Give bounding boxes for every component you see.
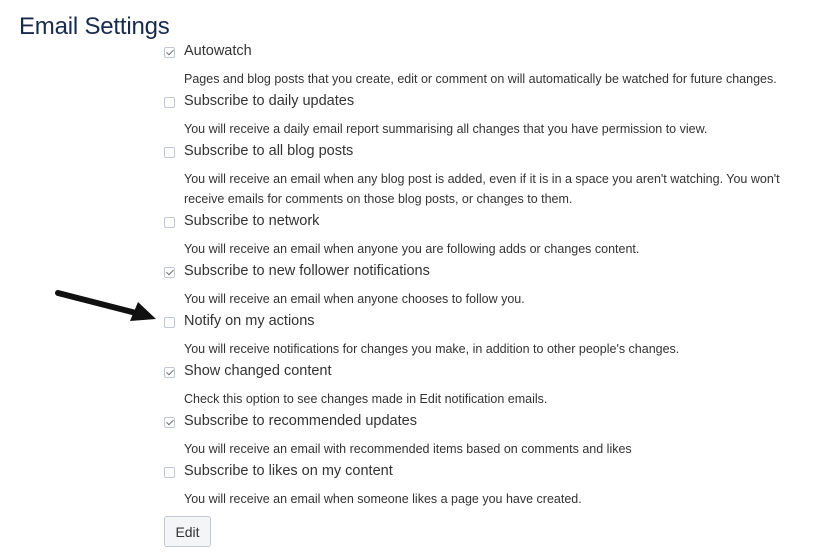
setting-label[interactable]: Autowatch [184,43,252,59]
page-title: Email Settings [19,13,170,40]
setting-notify-on-my-actions [164,312,814,362]
setting-new-follower-notifications [164,262,814,312]
show-changed-content-checkbox[interactable] [164,367,175,378]
likes-on-my-content-checkbox[interactable] [164,467,175,478]
setting-recommended-updates [164,412,814,462]
setting-description: You will receive an email when anyone you are following adds or changes content. [184,242,640,256]
daily-updates-checkbox[interactable] [164,97,175,108]
network-checkbox[interactable] [164,217,175,228]
new-follower-notifications-checkbox[interactable] [164,267,175,278]
setting-description: Check this option to see changes made in Edit notification emails. [184,392,548,406]
setting-description: You will receive an email when someone likes a page you have created. [184,492,582,506]
setting-label[interactable]: Subscribe to new follower notifications [184,263,430,279]
notify-on-my-actions-checkbox[interactable] [164,317,175,328]
setting-label[interactable]: Notify on my actions [184,313,315,329]
setting-description: You will receive an email with recommended items based on comments and likes [184,442,632,456]
arrow-icon [52,285,162,325]
setting-label[interactable]: Subscribe to daily updates [184,93,355,109]
setting-description: You will receive notifications for changes you make, in addition to other people's changes. [184,342,680,356]
setting-show-changed-content [164,362,814,412]
setting-description: You will receive an email when anyone chooses to follow you. [184,292,525,306]
edit-button[interactable]: Edit [164,516,211,547]
email-settings-list [164,42,814,512]
setting-autowatch [164,42,814,92]
setting-all-blog-posts [164,142,814,212]
setting-description: You will receive an email when any blog post is added, even if it is in a space you aren't watching. You won't receive emails for comments on those blog posts, or changes to them. [184,172,780,206]
setting-label[interactable]: Subscribe to recommended updates [184,413,417,429]
recommended-updates-checkbox[interactable] [164,417,175,428]
setting-label[interactable]: Show changed content [184,363,332,379]
autowatch-checkbox[interactable] [164,47,175,58]
setting-daily-updates [164,92,814,142]
setting-label[interactable]: Subscribe to all blog posts [184,143,354,159]
setting-label[interactable]: Subscribe to likes on my content [184,463,393,479]
setting-likes-on-my-content [164,462,814,512]
all-blog-posts-checkbox[interactable] [164,147,175,158]
setting-description: You will receive a daily email report summarising all changes that you have permission to view. [184,122,708,136]
setting-label[interactable]: Subscribe to network [184,213,320,229]
setting-network [164,212,814,262]
setting-description: Pages and blog posts that you create, edit or comment on will automatically be watched for future changes. [184,72,777,86]
